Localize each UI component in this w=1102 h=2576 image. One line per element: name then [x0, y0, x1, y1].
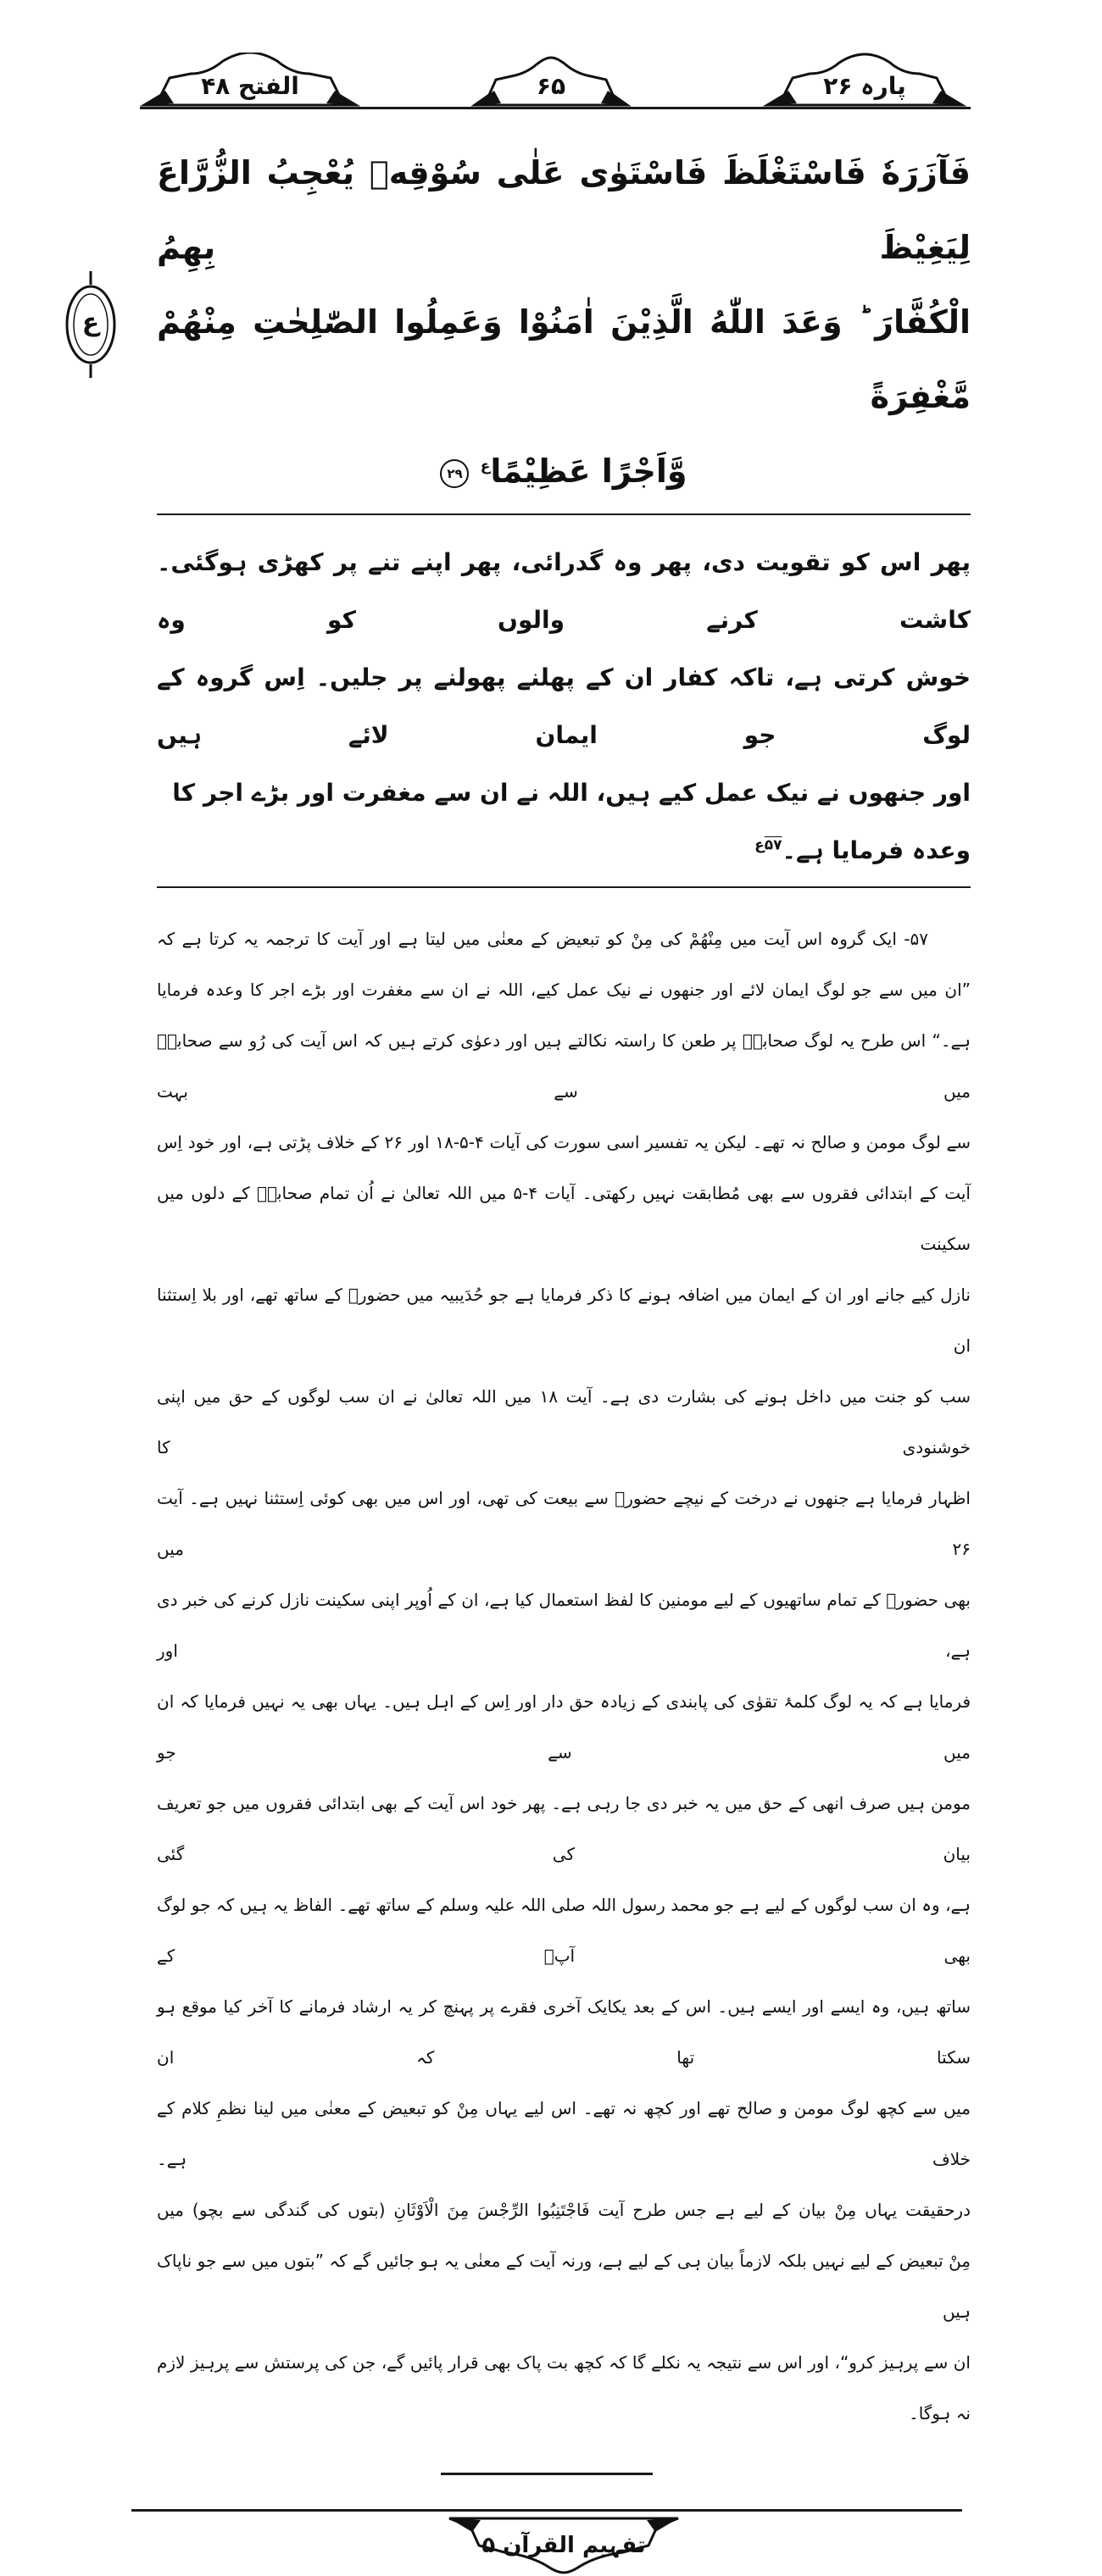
footnote-line: آیت کے ابتدائی فقروں سے بھی مُطابقت نہیں رکھتی۔ آیات ۴-۵ میں اللہ تعالیٰ نے اُن تمام صحابہؓ کے دلوں میں سکینت — [157, 1183, 971, 1254]
footnote-line: مِنْ تبعیض کے لیے نہیں بلکہ لازماً بیان ہی کے لیے ہے، ورنہ آیت کے معنٰی یہ ہو جائیں گے کہ ”بتوں میں سے جو ناپاک ہیں — [157, 2251, 971, 2322]
margin-ruku-letter: ع — [81, 308, 100, 337]
footnote-line: فرمایا ہے کہ یہ لوگ کلمۂ تقوٰی کی پابندی کے زیادہ حق دار اور اِس کے اہل ہیں۔ یہاں بھی یہ نہیں فرمایا کہ ان میں سے جو — [157, 1691, 971, 1763]
footnote-line: سے لوگ مومن و صالح نہ تھے۔ لیکن یہ تفسیر اسی سورت کی آیات ۴-۵-۱۸ اور ۲۶ کے خلاف پڑتی ہے، اور خود اِس — [157, 1132, 971, 1152]
translation-line: خوش کرتی ہے، تاکہ کفار ان کے پھلنے پھولنے پر جلیں۔ اِس گروہ کے لوگ جو ایمان لائے ہیں — [157, 663, 971, 749]
book-title: تفہیم القرآن ۵ — [481, 2533, 646, 2558]
footnote-line: ۵۷- ایک گروہ اس آیت میں مِنْھُمْ کی مِنْ کو تبعیض کے معنٰی میں لیتا ہے اور آیت کا ترجمہ یہ کرتا ہے کہ — [157, 929, 928, 949]
margin-ruku-marker — [61, 269, 120, 380]
verse-line: فَآزَرَهٗ فَاسْتَغْلَظَ فَاسْتَوٰى عَلٰى سُوْقِهٖ يُعْجِبُ الزُّرَّاعَ لِيَغِيْظَ بِهِمُ — [157, 154, 971, 266]
para-label: پارہ ۲۶ — [823, 72, 906, 100]
translation-last-line — [157, 764, 971, 880]
footnote-line: بھی حضورؐ کے تمام ساتھیوں کے لیے مومنین کا لفظ استعمال کیا ہے، ان کے اُوپر اپنی سکینت نازل کرنے کی خبر دی ہے، اور — [157, 1590, 971, 1661]
footnote-line: درحقیقت یہاں مِنْ بیان کے لیے ہے جس طرح آیت فَاجْتَنِبُوا الرِّجْسَ مِنَ الْاَوْثَانِ (بتوں کی گندگی سے بچو) میں — [157, 2200, 971, 2220]
footnote-line: سب کو جنت میں داخل ہونے کی بشارت دی ہے۔ آیت ۱۸ میں اللہ تعالیٰ نے ان سب لوگوں کے حق میں اپنی خوشنودی کا — [157, 1386, 971, 1457]
footnote-ref[interactable]: ۵۷ — [764, 836, 782, 854]
footnote-line: نازل کیے جانے اور ان کے ایمان میں اضافہ ہونے کا ذکر فرمایا ہے جو حُدَیبیہ میں حضورؐ کے ساتھ تھے، اور بلا اِستثنا ان — [157, 1285, 971, 1356]
translation-block — [157, 534, 971, 880]
translation-line: پھر اس کو تقویت دی، پھر وہ گدرائی، پھر اپنے تنے پر کھڑی ہوگئی۔ کاشت کرنے والوں کو وہ — [157, 548, 971, 634]
translation-ruku-mark: ع — [754, 836, 765, 854]
verse-line: الْكُفَّارَ ؕ وَعَدَ اللّٰهُ الَّذِيْنَ اٰمَنُوْا وَعَمِلُوا الصّٰلِحٰتِ مِنْهُمْ مَّغْفِرَةً — [157, 303, 971, 415]
surah-label: الفتح ۴۸ — [201, 72, 299, 100]
verse-line: وَّاَجْرًا عَظِيْمًا — [490, 452, 687, 490]
footnote-line: ساتھ ہیں، وہ ایسے اور ایسے ہیں۔ اس کے بعد یکایک آخری فقرے پر پہنچ کر یہ ارشاد فرمانے کا آخر کیا موقع ہو سکتا تھا کہ ان — [157, 1996, 971, 2068]
page-content — [157, 0, 971, 2576]
translation-line: اور جنھوں نے نیک عمل کیے ہیں، اللہ نے ان سے مغفرت اور بڑے اجر کا وعدہ فرمایا ہے۔ — [172, 779, 971, 864]
footer-rule — [131, 2509, 962, 2512]
verse-block — [157, 136, 971, 508]
translation-rule — [157, 886, 971, 888]
footnote-line: میں سے کچھ لوگ مومن و صالح تھے اور کچھ نہ تھے۔ اس لیے یہاں مِنْ کو تبعیض کے معنٰی میں لینا نظمِ کلام کے خلاف ہے۔ — [157, 2098, 971, 2169]
footnote-block — [157, 913, 971, 2439]
footnote-line: ہے۔“ اس طرح یہ لوگ صحابہؓ پر طعن کا راستہ نکالتے ہیں اور دعوٰی کرتے ہیں کہ اس آیت کی رُو سے صحابہؓ میں سے بہت — [157, 1030, 971, 1102]
footnote-line: ان سے پرہیز کرو“، اور اس سے نتیجہ یہ نکلے گا کہ کچھ بت پاک بھی قرار پائیں گے، جن کی پرستش سے پرہیز لازم نہ ہوگا۔ — [157, 2352, 971, 2423]
page-number: ۶۵ — [536, 72, 566, 100]
footnote-line: مومن ہیں صرف انھی کے حق میں یہ خبر دی جا رہی ہے۔ پھر خود اس آیت کے بھی ابتدائی فقروں میں جو تعریف بیان کی گئی — [157, 1793, 971, 1864]
ayah-number: ۲۹ — [440, 459, 469, 488]
footnote-line: ”ان میں سے جو لوگ ایمان لائے اور جنھوں نے نیک عمل کیے، اللہ نے ان سے مغفرت اور بڑے اجر کا وعدہ فرمایا — [157, 980, 971, 1000]
verse-rule — [157, 514, 971, 515]
footer-ornament — [445, 2515, 682, 2576]
verse-last-line — [157, 434, 971, 508]
footnote-end-rule — [441, 2473, 653, 2475]
footnote-line: ہے، وہ ان سب لوگوں کے لیے ہے جو محمد رسول اللہ صلی اللہ علیہ وسلم کے ساتھ تھے۔ الفاظ یہ ہیں کہ جو لوگ بھی آپؐ کے — [157, 1895, 971, 1966]
footnote-line: اظہار فرمایا ہے جنھوں نے درخت کے نیچے حضورؐ سے بیعت کی تھی، اور اس میں بھی کوئی اِستثنا نہیں ہے۔ آیت ۲۶ میں — [157, 1488, 971, 1559]
verse-ruku-mark: ع — [480, 458, 491, 475]
